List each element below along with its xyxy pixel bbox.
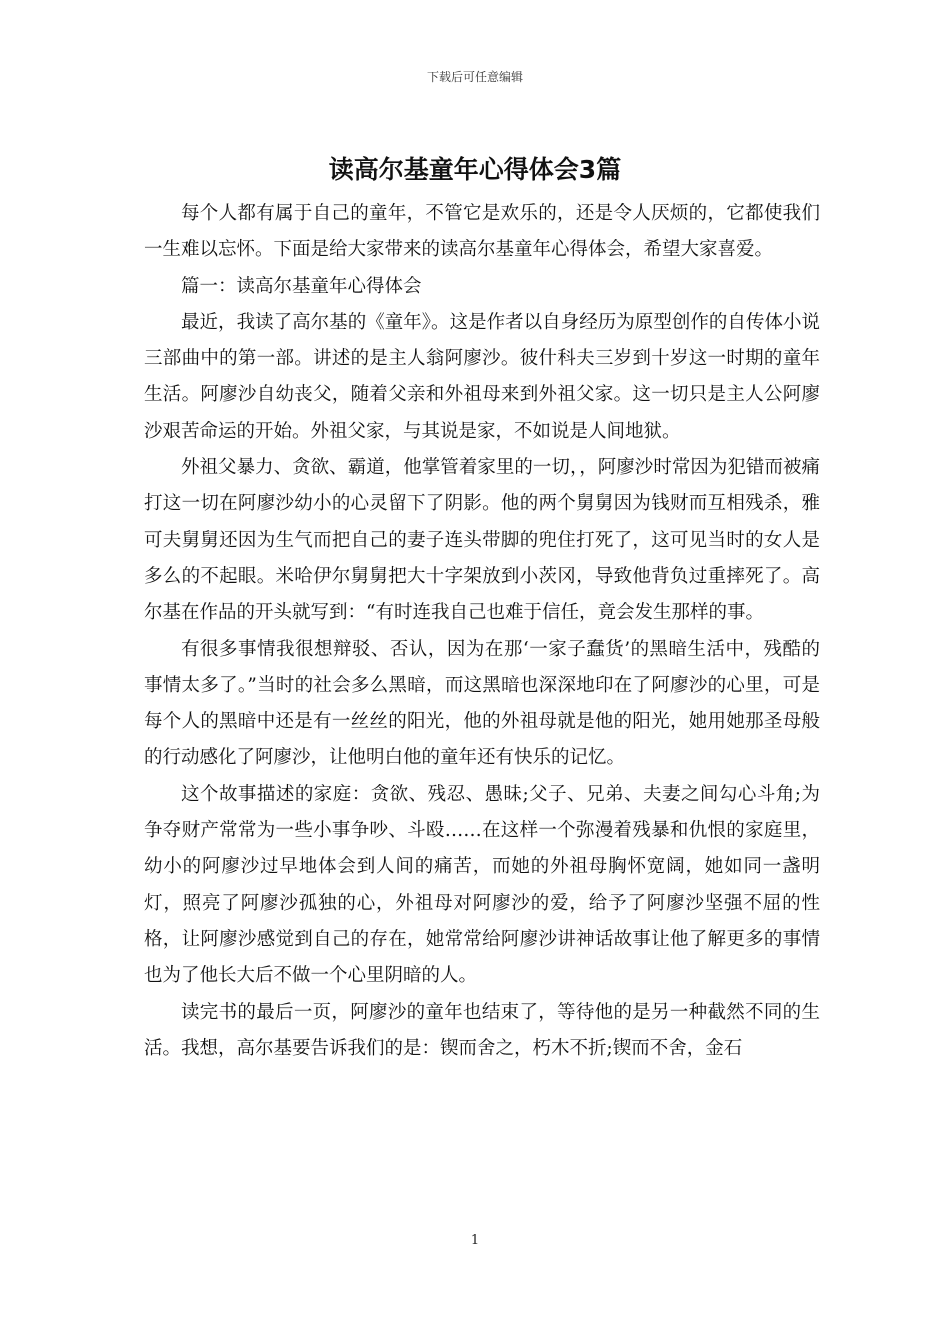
document-title: 读高尔基童年心得体会3篇: [328, 155, 622, 184]
paragraph: 读完书的最后一页，阿廖沙的童年也结束了，等待他的是另一种截然不同的生活。我想，高尔基要告诉我们的是：锲而舍之，朽木不折;锲而不舍，金石: [144, 1001, 820, 1059]
page-number: 1: [470, 1233, 480, 1248]
paragraph-intro: 每个人都有属于自己的童年，不管它是欢乐的，还是令人厌烦的，它都使我们一生难以忘怀。下面是给大家带来的读高尔基童年心得体会，希望大家喜爱。: [144, 203, 820, 261]
section-heading: 篇一：读高尔基童年心得体会: [181, 275, 422, 297]
header-note: 下载后可任意编辑: [426, 70, 523, 84]
paragraph: 最近，我读了高尔基的《童年》。这是作者以自身经历为原型创作的自传体小说三部曲中的第一部。讲述的是主人翁阿廖沙。彼什科夫三岁到十岁这一时期的童年生活。阿廖沙自幼丧父，随着父亲和外祖母来到外祖父家。这一切只是主人公阿廖沙艰苦命运的开始。外祖父家，与其说是家，不如说是人间地狱。: [144, 311, 820, 442]
paragraph: 有很多事情我很想辩驳、否认，因为在那‘一家子蠢货’的黑暗生活中，残酷的事情太多了。”当时的社会多么黑暗，而这黑暗也深深地印在了阿廖沙的心里，可是每个人的黑暗中还是有一丝丝的阳光，他的外祖母就是他的阳光，她用她那圣母般的行动感化了阿廖沙，让他明白他的童年还有快乐的记忆。: [144, 638, 820, 769]
paragraph: 外祖父暴力、贪欲、霸道，他掌管着家里的一切，，阿廖沙时常因为犯错而被痛打这一切在阿廖沙幼小的心灵留下了阴影。他的两个舅舅因为钱财而互相残杀，雅可夫舅舅还因为生气而把自己的妻子连头带脚的兜住打死了，这可见当时的女人是多么的不起眼。米哈伊尔舅舅把大十字架放到小茨冈，导致他背负过重摔死了。高尔基在作品的开头就写到：“有时连我自己也难于信任，竟会发生那样的事。: [144, 457, 820, 624]
paragraph: 这个故事描述的家庭：贪欲、残忍、愚昧;父子、兄弟、夫妻之间勾心斗角;为争夺财产常常为一些小事争吵、斗殴……在这样一个弥漫着残暴和仇恨的家庭里，幼小的阿廖沙过早地体会到人间的痛苦，而她的外祖母胸怀宽阔，她如同一盏明灯，照亮了阿廖沙孤独的心，外祖母对阿廖沙的爱，给予了阿廖沙坚强不屈的性格，让阿廖沙感觉到自己的存在，她常常给阿廖沙讲神话故事让他了解更多的事情也为了他长大后不做一个心里阴暗的人。: [144, 783, 820, 987]
document-body: [144, 196, 820, 1067]
